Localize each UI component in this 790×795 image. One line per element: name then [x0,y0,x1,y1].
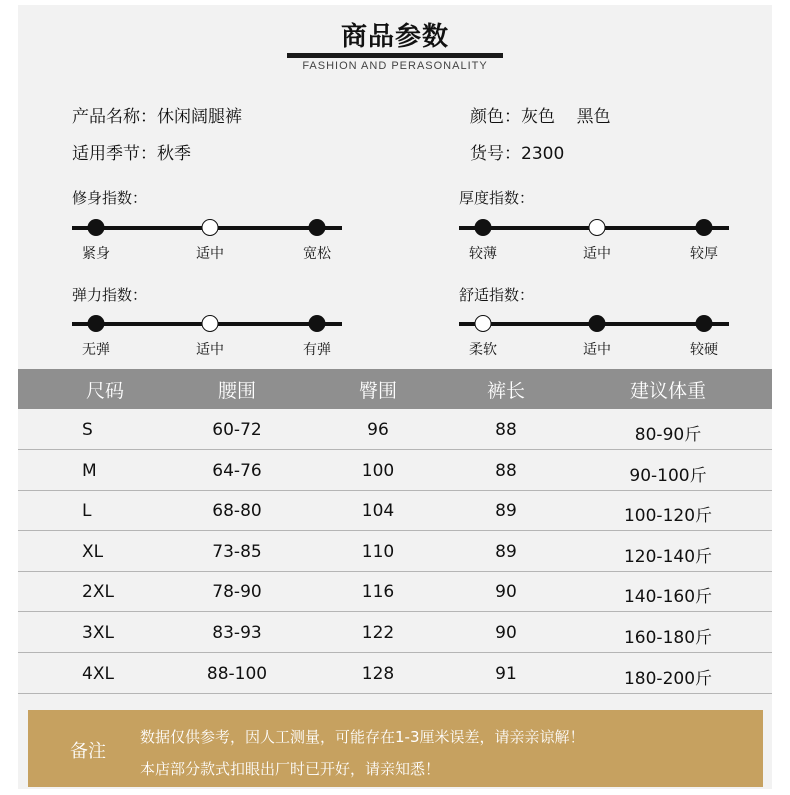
scale-marker [309,315,326,332]
scale-marker [589,315,606,332]
scale-marker-selected [202,219,219,236]
scale-marker [475,219,492,236]
cell-waist: 78-90 [212,582,262,603]
table-row [18,409,772,450]
scale-marker-selected [475,315,492,332]
product-season: 适用季节：秋季 [72,144,191,164]
scale-option-label: 柔软 [469,342,497,358]
table-row [18,571,772,612]
note-line-1: 数据仅供参考，因人工测量，可能存在1-3厘米误差，请亲亲谅解！ [140,728,585,746]
scale-option-label: 有弹 [303,342,331,358]
page-subtitle: FASHION AND PERASONALITY [302,60,488,72]
cell-weight: 160-180斤 [623,628,713,648]
header-size: 尺码 [85,380,125,402]
cell-hip: 110 [361,541,395,562]
table-row [18,490,772,531]
cell-length: 88 [495,460,517,481]
note-label: 备注 [70,741,106,762]
fit-index-scale [72,219,342,279]
cell-length: 90 [495,582,517,603]
title-underline [287,53,503,58]
cell-waist: 68-80 [212,501,262,522]
cell-waist: 64-76 [212,460,262,481]
header-length: 裤长 [486,380,526,402]
cell-size: M [82,460,97,481]
cell-length: 89 [495,541,517,562]
cell-length: 88 [495,420,517,440]
cell-hip: 122 [361,623,395,643]
cell-waist: 83-93 [212,623,262,643]
cell-weight: 120-140斤 [623,546,713,567]
scale-marker [88,315,105,332]
table-row [18,612,772,653]
scale-marker [696,219,713,236]
table-row [18,450,772,491]
scale-marker [309,219,326,236]
cell-waist: 73-85 [212,541,262,562]
cell-hip: 116 [361,582,395,603]
cell-size: 2XL [82,582,114,603]
scale-option-label: 较硬 [690,342,718,358]
comfort-index-scale [459,315,729,375]
cell-length: 89 [495,501,517,522]
scale-marker-selected [589,219,606,236]
scale-option-label: 宽松 [303,246,331,262]
scale-option-label: 适中 [196,342,224,358]
cell-hip: 128 [361,663,395,684]
scale-option-label: 适中 [583,246,611,262]
cell-weight: 100-120斤 [623,506,713,527]
cell-weight: 180-200斤 [623,668,713,689]
cell-waist: 88-100 [206,663,268,684]
header-waist: 腰围 [217,380,257,402]
header-hip: 臀围 [358,380,398,402]
scale-option-label: 紧身 [82,246,110,262]
header-weight: 建议体重 [629,380,707,402]
cell-size: 4XL [82,663,114,684]
cell-hip: 96 [367,420,389,440]
cell-length: 90 [495,623,517,643]
page-title: 商品参数 [340,22,449,52]
scale-marker [88,219,105,236]
cell-size: S [82,420,93,440]
cell-size: XL [82,541,104,562]
stretch-index-scale [72,315,342,375]
scale-option-label: 较厚 [690,246,718,262]
cell-hip: 104 [361,501,395,522]
size-table-header [18,369,772,409]
comfort-index-label: 舒适指数： [459,286,535,304]
cell-size: 3XL [82,623,114,643]
fit-index-label: 修身指数： [72,189,148,207]
cell-length: 91 [495,663,517,684]
table-row [18,653,772,694]
thickness-index-scale [459,219,729,279]
product-name: 产品名称：休闲阔腿裤 [72,107,242,127]
thickness-index-label: 厚度指数： [459,189,535,207]
cell-hip: 100 [361,460,395,481]
cell-waist: 60-72 [212,420,262,440]
product-sku: 货号：2300 [470,144,565,164]
stretch-index-label: 弹力指数： [72,286,148,304]
table-row [18,531,772,572]
cell-weight: 80-90斤 [634,425,702,445]
product-colors: 颜色：灰色 黑色 [470,107,611,127]
scale-option-label: 无弹 [82,342,110,358]
scale-option-label: 适中 [583,342,611,358]
note-line-2: 本店部分款式扣眼出厂时已开好，请亲知悉！ [140,760,441,778]
scale-marker [696,315,713,332]
note-box [28,710,763,787]
scale-option-label: 较薄 [469,246,497,262]
scale-option-label: 适中 [196,246,224,262]
scale-marker-selected [202,315,219,332]
cell-weight: 140-160斤 [623,587,713,608]
cell-size: L [82,501,92,522]
cell-weight: 90-100斤 [629,465,707,486]
